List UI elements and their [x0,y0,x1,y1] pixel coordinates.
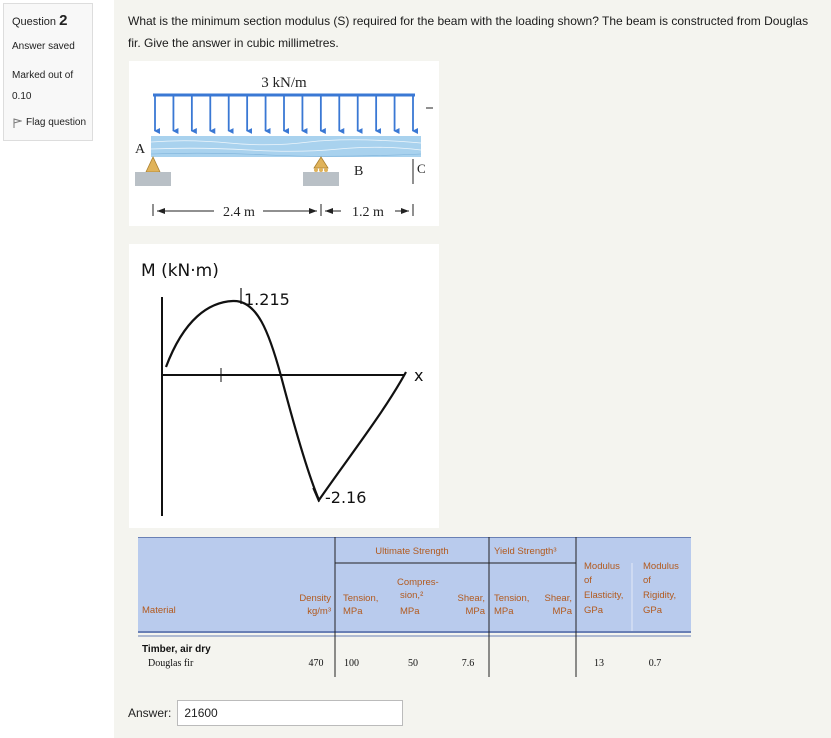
question-number: 2 [59,12,68,29]
header-material: Material [142,605,176,616]
header-rigidity-3: Rigidity, [643,590,677,601]
point-c-label: C [417,161,426,176]
material-properties-table [138,537,691,677]
question-label: Question [12,16,57,28]
row-group-timber: Timber, air dry [142,644,211,655]
question-text: What is the minimum section modulus (S) required for the beam with the loading shown? The beam is constructed from Douglas fir. Give the answer in cubic millimetres. [128,14,809,50]
cell-modulus-rigidity: 0.7 [648,658,662,669]
header-density-1: Density [299,593,331,604]
header-rigidity-2: of [643,575,651,586]
header-ultimate-strength: Ultimate Strength [375,546,449,557]
beam-loading-figure [129,61,439,226]
cell-modulus-elasticity: 13 [594,658,604,669]
header-elasticity-1: Modulus [584,561,620,572]
min-moment-label: -2.16 [325,488,367,507]
header-elasticity-3: Elasticity, [584,590,624,601]
load-label: 3 kN/m [261,75,307,91]
header-rigidity-1: Modulus [643,561,679,572]
header-yield-shear-1: Shear, [544,593,572,604]
header-compression-3: MPa [400,606,420,617]
header-elasticity-4: GPa [584,605,604,616]
cell-tension: 100 [344,658,359,669]
header-rigidity-4: GPa [643,605,663,616]
header-shear-1: Shear, [457,593,485,604]
header-elasticity-2: of [584,575,592,586]
question-heading [12,12,67,29]
pin-support-a [135,157,171,186]
header-yield-tension-2: MPa [494,606,514,617]
cell-density: 470 [308,658,324,669]
header-compression-1: Compres- [397,577,439,588]
dimension-ab: 2.4 m [223,205,255,220]
flag-icon [12,118,22,128]
marked-out-of-label: Marked out of [12,70,74,81]
flag-question-label: Flag question [26,117,87,128]
marked-out-of-value: 0.10 [12,91,32,102]
x-axis-label: x [414,366,424,385]
question-content [114,0,831,738]
header-shear-2: MPa [465,606,485,617]
header-density-2: kg/m³ [307,606,331,617]
moment-axis-label: M (kN·m) [141,261,219,281]
max-moment-label: 1.215 [244,290,290,309]
answer-input[interactable] [177,700,403,726]
header-yield-shear-2: MPa [552,606,572,617]
roller-support-b [303,157,339,186]
distributed-load [153,95,415,131]
moment-curve [166,301,406,500]
beam [151,136,421,157]
header-tension-2: MPa [343,606,363,617]
support-b-label: B [354,164,364,179]
load-arrows [155,96,413,131]
answer-label: Answer: [128,706,172,720]
header-tension-1: Tension, [343,593,379,604]
header-yield-tension-1: Tension, [494,593,530,604]
cell-shear: 7.6 [461,658,475,669]
header-compression-2: sion,² [400,590,424,601]
dimension-bc: 1.2 m [352,205,384,220]
flag-question-button[interactable] [12,117,86,128]
answer-status: Answer saved [12,41,75,52]
answer-row [128,700,403,726]
header-yield-strength: Yield Strength³ [494,546,557,557]
moment-diagram [129,244,439,528]
row-material-douglas-fir: Douglas fir [148,658,194,669]
cell-compression: 50 [408,658,418,669]
question-info-panel [3,3,93,141]
support-a-label: A [135,142,146,157]
